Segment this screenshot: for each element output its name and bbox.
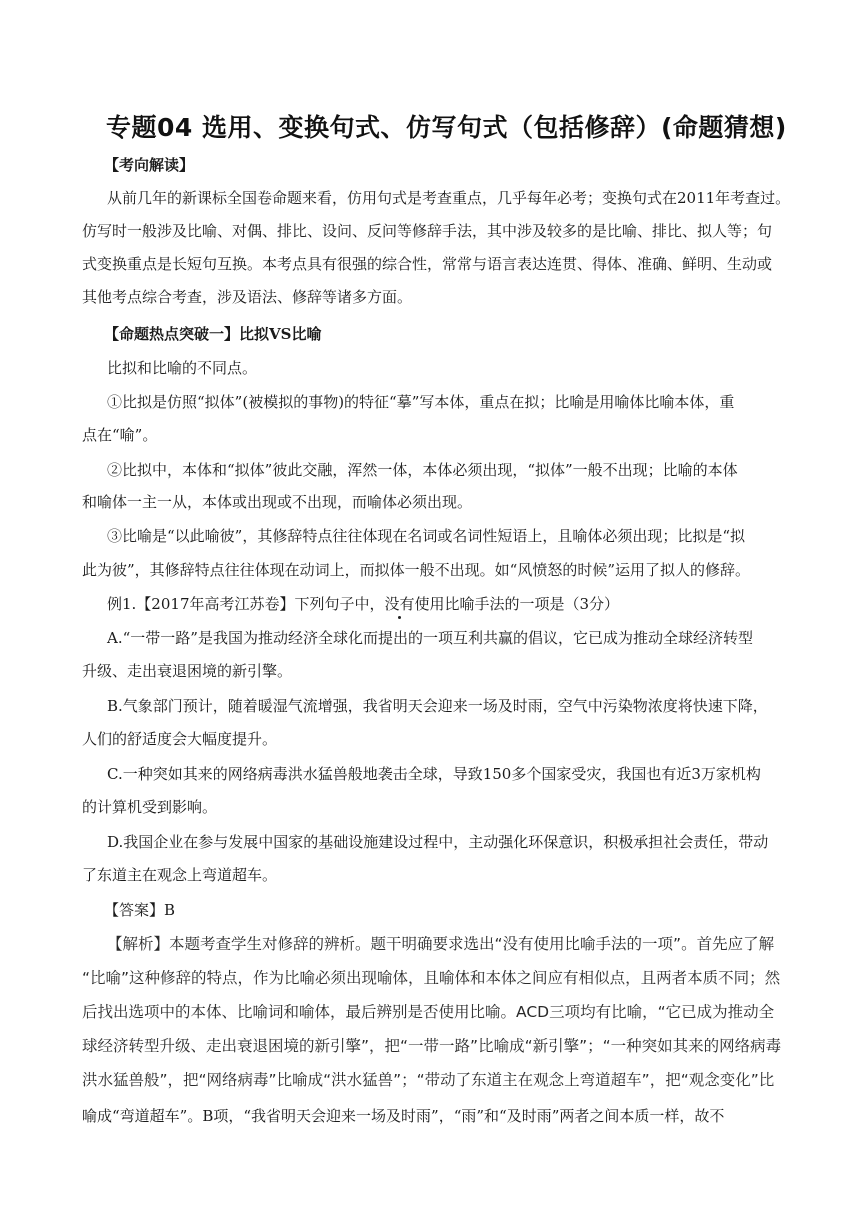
analysis-line: 【解析】本题考查学生对修辞的辨析。题干明确要求选出“没有使用比喻手法的一项”。首先应了解 bbox=[107, 935, 775, 953]
option-d-line: 了东道主在观念上弯道超车。 bbox=[82, 866, 278, 884]
intro-line: 比拟和比喻的不同点。 bbox=[107, 359, 258, 377]
page-title: 专题04 选用、变换句式、仿写句式（包括修辞）(命题猜想) bbox=[106, 113, 787, 142]
example-prefix: 例1.【2017年高考江苏卷】下列句子中， bbox=[107, 595, 385, 613]
point-1-line: 点在“喻”。 bbox=[82, 426, 158, 444]
section-heading-exam-trend: 【考向解读】 bbox=[104, 156, 195, 174]
paragraph-line: 式变换重点是长短句互换。本考点具有很强的综合性，常常与语言表达连贯、得体、准确、鲜明、生动或 bbox=[82, 255, 773, 273]
example-suffix: 使用比喻手法的一项是（3分） bbox=[414, 595, 620, 613]
example-question bbox=[107, 594, 807, 614]
option-c-line: 的计算机受到影响。 bbox=[82, 798, 218, 816]
analysis-line: “比喻”这种修辞的特点，作为比喻必须出现喻体，且喻体和本体之间应有相似点，且两者本质不同；然 bbox=[82, 969, 781, 987]
paragraph-line: 从前几年的新课标全国卷命题来看，仿用句式是考查重点，几乎每年必考；变换句式在2011年考查过。 bbox=[107, 189, 791, 207]
paragraph-line: 其他考点综合考查，涉及语法、修辞等诸多方面。 bbox=[82, 288, 413, 306]
section-heading-hotspot: 【命题热点突破一】比拟VS比喻 bbox=[104, 325, 322, 343]
paragraph-line: 仿写时一般涉及比喻、对偶、排比、设问、反问等修辞手法，其中涉及较多的是比喻、排比、拟人等；句 bbox=[82, 222, 773, 240]
example-emphasis: 没有 bbox=[384, 595, 415, 613]
option-d-line: D.我国企业在参与发展中国家的基础设施建设过程中，主动强化环保意识，积极承担社会责任，带动 bbox=[107, 833, 769, 851]
answer-line: 【答案】B bbox=[104, 901, 176, 919]
option-a-line: 升级、走出衰退困境的新引擎。 bbox=[82, 662, 293, 680]
option-b-line: 人们的舒适度会大幅度提升。 bbox=[82, 730, 278, 748]
point-2-line: 和喻体一主一从，本体或出现或不出现，而喻体必须出现。 bbox=[82, 493, 473, 511]
point-3-line: 此为彼”，其修辞特点往往体现在动词上，而拟体一般不出现。如“风愤怒的时候”运用了拟人的修辞。 bbox=[82, 561, 751, 579]
option-b-line: B.气象部门预计，随着暖湿气流增强，我省明天会迎来一场及时雨，空气中污染物浓度将快速下降， bbox=[107, 697, 768, 715]
analysis-line: 洪水猛兽般”，把“网络病毒”比喻成“洪水猛兽”；“带动了东道主在观念上弯道超车”，把“观念变化”比 bbox=[82, 1071, 775, 1089]
option-c-line: C.一种突如其来的网络病毒洪水猛兽般地袭击全球，导致150多个国家受灾，我国也有近3万家机构 bbox=[107, 765, 761, 783]
analysis-line: 球经济转型升级、走出衰退困境的新引擎”，把“一带一路”比喻成“新引擎”；“一种突如其来的网络病毒 bbox=[82, 1037, 782, 1055]
analysis-line: 后找出选项中的本体、比喻词和喻体，最后辨别是否使用比喻。ACD三项均有比喻，“它已成为推动全 bbox=[82, 1003, 775, 1021]
analysis-line: 喻成“弯道超车”。B项，“我省明天会迎来一场及时雨”，“雨”和“及时雨”两者之间本质一样，故不 bbox=[82, 1107, 725, 1125]
point-1-line: ①比拟是仿照“拟体”(被模拟的事物)的特征“摹”写本体，重点在拟；比喻是用喻体比喻本体，重 bbox=[107, 393, 735, 411]
point-2-line: ②比拟中，本体和“拟体”彼此交融，浑然一体，本体必须出现，“拟体”一般不出现；比喻的本体 bbox=[107, 461, 738, 479]
point-3-line: ③比喻是“以此喻彼”，其修辞特点往往体现在名词或名词性短语上，且喻体必须出现；比拟是“拟 bbox=[107, 527, 746, 545]
option-a-line: A.“一带一路”是我国为推动经济全球化而提出的一项互利共赢的倡议，它已成为推动全球经济转型 bbox=[107, 629, 753, 647]
